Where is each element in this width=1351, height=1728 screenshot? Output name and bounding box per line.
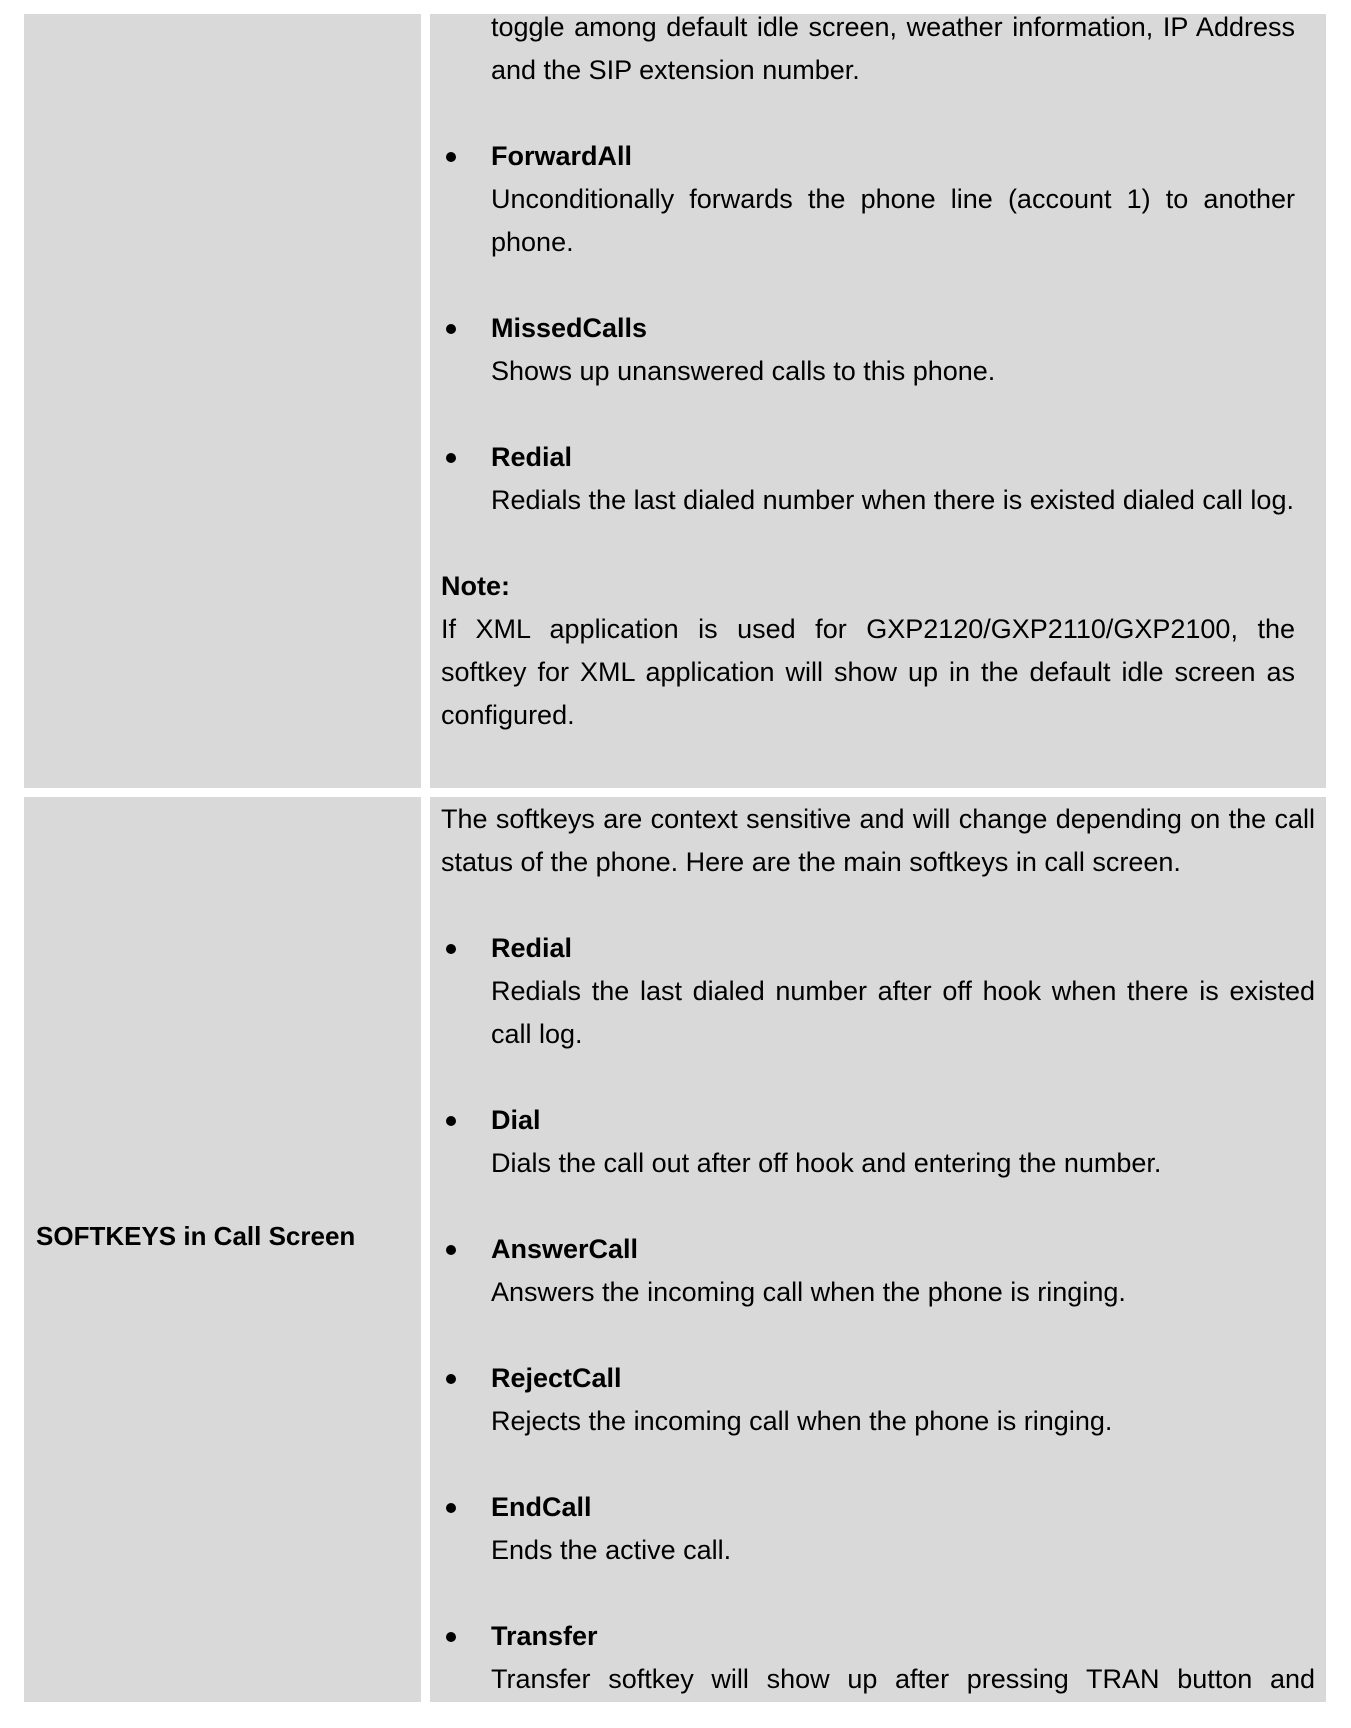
note-block: [441, 565, 1295, 737]
item-description: Redials the last dialed number after off hook when there is existed call log.: [491, 976, 1315, 1049]
list-item-missedcalls: [441, 307, 1295, 393]
item-title: AnswerCall: [491, 1234, 639, 1264]
item-description: Rejects the incoming call when the phone is ringing.: [491, 1406, 1113, 1436]
list-item-dial: [441, 1099, 1315, 1185]
table-cell-description-row2: [430, 797, 1326, 1702]
item-title: Transfer: [491, 1621, 598, 1651]
table-cell-description-row1: [430, 14, 1326, 788]
list-item-transfer: [441, 1615, 1315, 1701]
list-item-redial: [441, 927, 1315, 1056]
item-title: Redial: [491, 933, 573, 963]
item-description: Answers the incoming call when the phone is ringing.: [491, 1277, 1126, 1307]
bullet-icon: [446, 1503, 456, 1513]
bullet-icon: [446, 324, 456, 334]
item-description: Dials the call out after off hook and entering the number.: [491, 1148, 1162, 1178]
item-description: Redials the last dialed number when there is existed dialed call log.: [491, 485, 1294, 515]
row-label-softkeys-call-screen: SOFTKEYS in Call Screen: [36, 1221, 356, 1251]
list-item-answercall: [441, 1228, 1315, 1314]
item-description: Shows up unanswered calls to this phone.: [491, 356, 996, 386]
item-description: Unconditionally forwards the phone line (account 1) to another phone.: [491, 184, 1295, 257]
list-item-forwardall: [441, 135, 1295, 264]
note-title: Note:: [441, 571, 510, 601]
bullet-icon: [446, 1245, 456, 1255]
table-cell-label-row1: [24, 14, 421, 788]
table-cell-label-row2: [24, 797, 421, 1702]
item-title: RejectCall: [491, 1363, 622, 1393]
item-description: Ends the active call.: [491, 1535, 732, 1565]
bullet-icon: [446, 1374, 456, 1384]
item-title: Redial: [491, 442, 573, 472]
item-title: ForwardAll: [491, 141, 633, 171]
list-item-rejectcall: [441, 1357, 1315, 1443]
bullet-icon: [446, 944, 456, 954]
item-title: EndCall: [491, 1492, 592, 1522]
note-text: If XML application is used for GXP2120/GXP2110/GXP2100, the softkey for XML application will show up in the default idle screen as configured.: [441, 614, 1295, 730]
intro-text: The softkeys are context sensitive and will change depending on the call status of the phone. Here are the main softkeys in call screen.: [441, 804, 1315, 877]
list-item-endcall: [441, 1486, 1315, 1572]
continued-text: toggle among default idle screen, weather information, IP Address and the SIP extension number.: [491, 14, 1295, 85]
bullet-icon: [446, 453, 456, 463]
item-title: Dial: [491, 1105, 541, 1135]
item-title: MissedCalls: [491, 313, 648, 343]
bullet-icon: [446, 1116, 456, 1126]
bullet-icon: [446, 1632, 456, 1642]
bullet-icon: [446, 152, 456, 162]
item-description: Transfer softkey will show up after pressing TRAN button and: [491, 1664, 1315, 1694]
list-item-redial: [441, 436, 1295, 522]
